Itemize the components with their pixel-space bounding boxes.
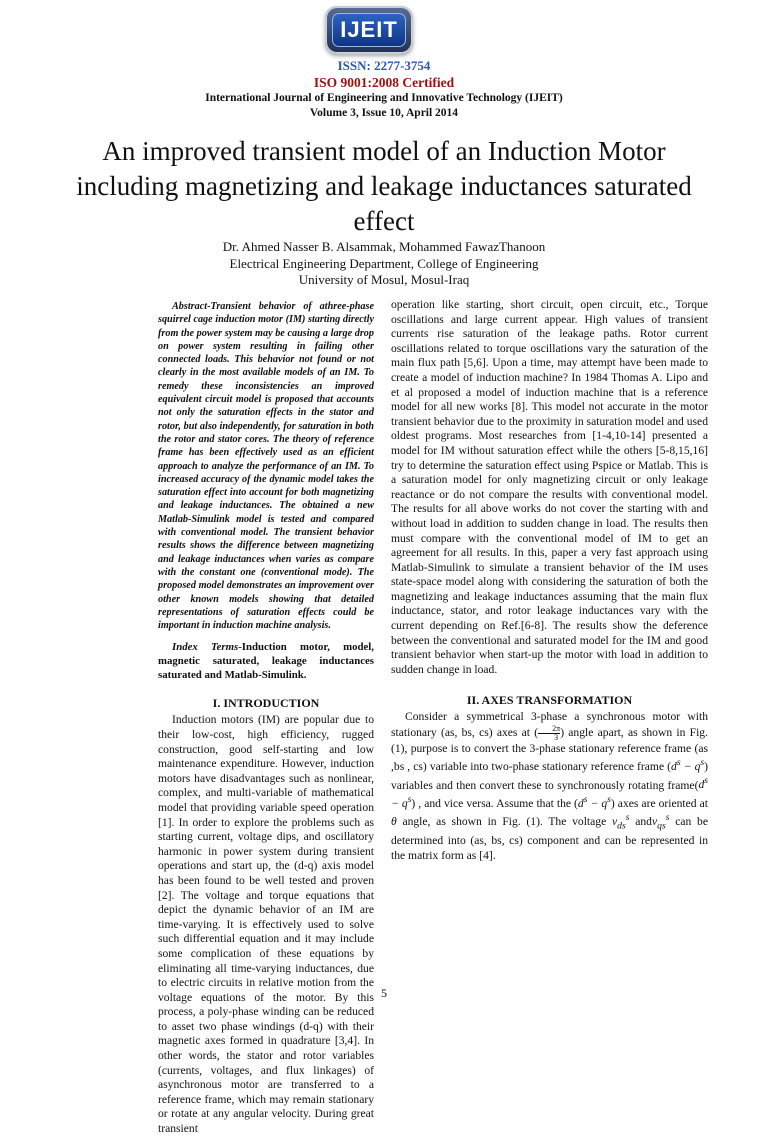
math-sup-s-5: s [583,794,588,806]
math-sub-ds: ds [617,820,626,832]
math-sup-s-3: s [704,775,708,787]
math-sup-s-7: s [625,812,630,824]
journal-volume: Volume 3, Issue 10, April 2014 [309,107,459,119]
right-column [391,298,708,863]
math-q: q [694,759,701,773]
authors: Dr. Ahmed Nasser B. Alsammak, Mohammed FawazThanoon [222,239,546,254]
index-terms-label: Index Terms [172,641,239,654]
math-sup-s-2: s [700,757,705,769]
paper-title: An improved transient model of an Induction Motor including magnetizing and leakage inductances saturated effect [76,136,692,236]
axes-transformation-text: Consider a symmetrical 3-phase a synchronous motor with stationary (as, bs, cs) axes at ( $\frac{2\pi}{3}$ ) angle apart, as shown in Fig. (1), purpose is to convert the 3-phase stationary reference frame (as ,bs , cs) variable into two-phase stationary reference frame $(d^s - q^s)$ variables and then convert these to synchronously rotating $frame(d^s - q^s)$ , and vice versa. Assume that the $(d^s - q^s)$ axes are oriented at θ angle, as shown in Fig. (1). The voltage $v_{ds}^s$ andv$_{qs}^s$ can be determined into (as, bs, cs) component and can be represented in the matrix form as [4]. [391,709,709,862]
right-column-text: operation like starting, short circuit, open circuit, etc., Torque oscillations and large current appear. High values of transient currents rise saturation of the leakage paths. Rotor current oscillations related to torque oscillations vary the saturation of the main flux path [5,6]. Upon a time, may attempt have been made to create a model of induction machine? In 1984 Thomas A. Lipo and et al proposed a model of induction machine that is a reference model for all new works [8]. This model not accurate in the motor transient behavior due to the proximity in saturation model and used oldest programs. Most researches from [1-4,10-14] presented a model for IM without saturation effect while the others [5-8,15,16] try to determine the saturation effect using Pspice or Matlab. This is a saturation model for only magnetizing circuit or only leakage reactance or do not compare the results with conventional model. The results for all above works do not cover the starting with and without load in addition to sudden change in load. The results then must compare with the conventional model of IM to get an agreement for all results. In this, paper a very fast approach using Matlab-Simulink to simulate a transient behavior of the IM uses state-space model along with considering the saturation of both the magnetizing and leakage inductances assuming that the main flux inductance, stator, and rotor leakage inductances vary with the current depending on Ref.[6-8]. The results show the deference between the conventional and saturated model for the IM and good transient behavior when start-up the motor with load in addition to sudden change in load. [391,298,708,676]
fraction-2pi-3 [538,725,560,742]
fraction-numerator: 2π [538,725,560,734]
iso-certification: ISO 9001:2008 Certified [313,75,455,90]
math-d-3: d [577,796,584,810]
department: Electrical Engineering Department, College of Engineering [229,255,539,271]
axes-text-7: can be determined into (as, bs, cs) component and can be represented in the matrix form as [4]. [391,815,708,862]
section-heading-axes-transformation: II. AXES TRANSFORMATION [466,693,633,708]
section-heading-introduction: I. INTRODUCTION [212,696,320,711]
math-q-2: q [401,796,408,810]
abstract: Abstract-Transient behavior of athree-phase squirrel cage induction motor (IM) starting directly from the power system may be causing a large drop on power system resulting in failing other connected loads. This behavior not found or not clearly in the most available models of an IM. To remedy these inconsistencies an improved equivalent circuit model is proposed that accounts not only the saturation effects in the stator and rotor, but also independently, for saturation in both the rotor and stator cores. The theory of reference frame has been effectively used as an efficient approach to analyze the performance of an IM. To increased accuracy of the dynamic model takes the saturation effect into account for both magnetizing and leakage inductances. The obtained a new Matlab-Simulink model is tested and compared with conventional model. The transient behavior results shows the difference between magnetizing and leakage inductances when varies as compare with the constant one (conventional mode). The proposed model demonstrates an improvement over other known models showing that detailed representations of saturation effects could be important in induction machine analysis. [158,301,374,632]
page-number: 5 [381,986,387,1000]
math-theta: θ [391,815,397,829]
math-sup-s-4: s [407,794,412,806]
axes-text-5: ) axes are oriented at [610,796,708,810]
math-sup-s: s [676,757,681,769]
axes-text-3: ) variables and then convert these to synchronously rotating frame( [391,759,709,792]
axes-text-6: angle, as shown in Fig. (1). The voltage [402,815,607,829]
fraction-denominator: 3 [554,732,559,742]
math-sup-s-6: s [607,794,611,806]
math-d: d [671,759,677,773]
math-v-qs: v [651,815,658,829]
journal-logo-text: IJEIT [332,13,406,47]
university: University of Mosul, Mosul-Iraq [298,272,470,287]
introduction-text: Induction motors (IM) are popular due to their low-cost, high efficiency, rugged construction, good self-starting and low maintenance expenditure. However, induction motors have disadvantages such as nonlinear, complex, and multi-variable of mathematical model that providing variable speed operation [1]. In order to explore the problems such as starting current, voltage dips, and oscillatory harmonic in power system during transient operations and start up, the (d-q) axis model has been found to be well tested and proven [2]. The voltage and torque equations that depict the dynamic behavior of an IM are time-varying. It is effectively used to solve such differential equation and it may include some complication of these equations by eliminating all time-varying inductances, due to electric circuits in relative motion from the voltage equations of the motor. By this process, a poly-phase winding can be reduced to asset two phase windings (d-q) with their magnetic axes formed in quadrature [3,4]. In other words, the stator and rotor variables (currents, voltages, and flux linkages) of asynchronous motor are transferred to a reference frame, which may remain stationary or rotate at any angular velocity. During great transient [158,713,374,1136]
axes-and: and [635,815,652,829]
math-sup-s-8: s [665,812,670,824]
journal-name: International Journal of Engineering and Innovative Technology (IJEIT) [205,92,563,104]
issn: ISSN: 2277-3754 [337,58,431,73]
math-sub-qs: qs [657,820,666,832]
math-d-2: d [698,778,705,792]
axes-text-4: ) , and vice versa. Assume that the ( [411,796,578,810]
author-block [0,239,768,289]
left-column [158,300,374,1137]
index-terms-text: -Induction motor, model, magnetic saturated, leakage inductances saturated and Matlab-Simulink. [158,641,374,682]
index-terms [158,640,374,682]
axes-text-1: Consider a symmetrical 3-phase a synchronous motor with stationary (as, bs, cs) axes at ( [391,709,708,739]
journal-logo [325,6,413,54]
math-v-ds: v [611,815,618,829]
math-q-3: q [601,796,608,810]
axes-text-2: ) angle apart, as shown in Fig. (1), purpose is to convert the 3-phase stationary reference frame (as ,bs , cs) variable into two-phase stationary reference frame ( [391,725,708,773]
